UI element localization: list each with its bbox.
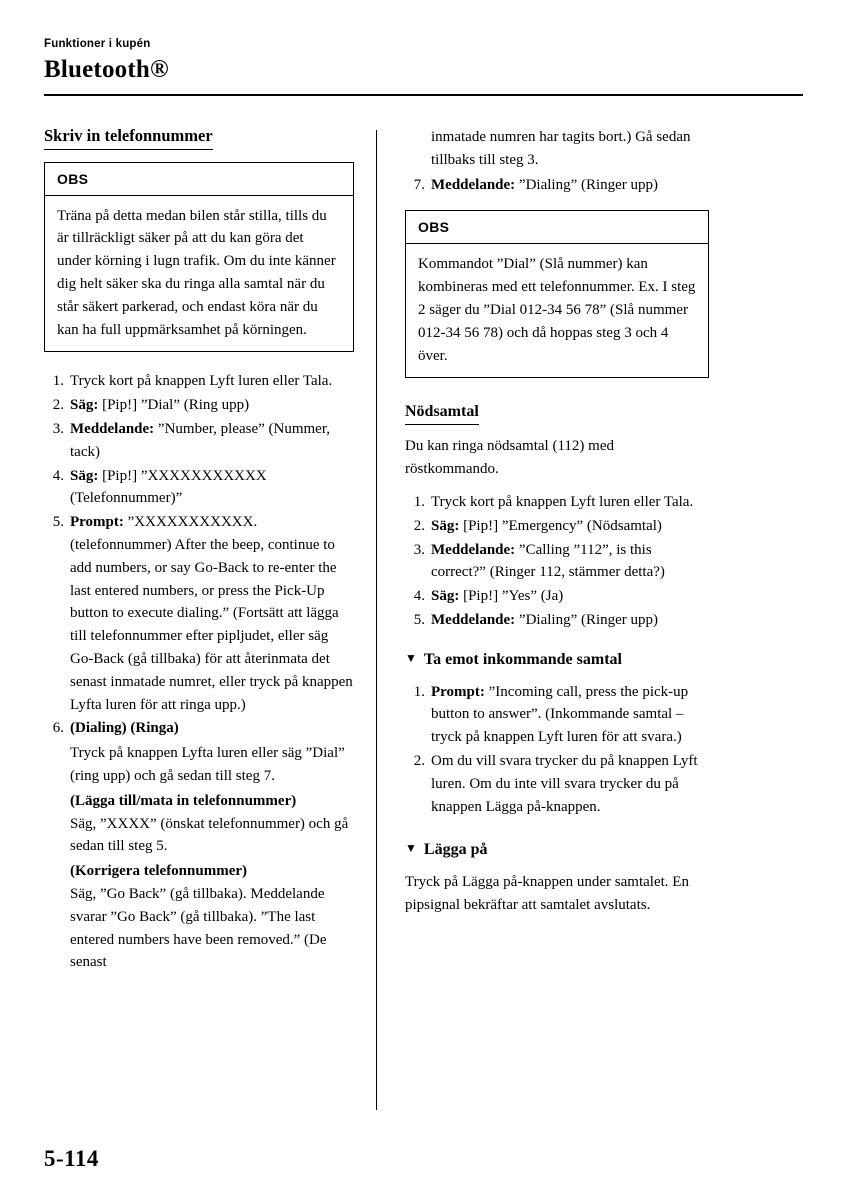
steps-enter-number [44, 370, 354, 974]
list-item [44, 418, 354, 464]
step-number: 6. [52, 720, 64, 737]
list-item [44, 511, 354, 716]
step-text: ”Calling ”112”, is this correct?” (Ringer 112, stämmer detta?) [431, 541, 665, 581]
note-box-dial-command [405, 210, 709, 378]
steps-enter-number-continued [405, 174, 709, 197]
list-item [405, 681, 709, 749]
step-label: Säg: [431, 588, 460, 605]
triangle-marker-icon: ▼ [405, 650, 417, 665]
step-label: Prompt: [431, 683, 485, 700]
step-text: [Pip!] ”Emergency” (Nödsamtal) [463, 517, 662, 534]
list-item [405, 585, 709, 608]
steps-emergency [405, 491, 709, 632]
list-item [405, 491, 709, 514]
continuation-text: inmatade numren har tagits bort.) Gå sedan tillbaks till steg 3. [431, 129, 691, 168]
list-item [405, 609, 709, 632]
step-text: ”Incoming call, press the pick-up button to answer”. (Inkommande samtal – tryck på knappen Lyft luren för att svara.) [431, 683, 689, 746]
list-item [405, 515, 709, 538]
step-text-block [70, 742, 354, 788]
note-text: Träna på detta medan bilen står stilla, tills du är tillräckligt säker på att du kan göra det under körning i lugn trafik. Om du inte känner dig helt säker ska du ringa alla samtal när du står säkert parkerad, och endast köra när du kan ha full uppmärksamhet på körningen. [57, 207, 336, 338]
step-text: [Pip!] ”Dial” (Ring upp) [102, 397, 250, 414]
list-item [44, 717, 354, 974]
step-number: 2. [52, 397, 64, 414]
step-number: 5. [413, 611, 425, 628]
step-text: ”Dialing” (Ringer upp) [518, 176, 659, 193]
list-item [405, 174, 709, 197]
step-label: Säg: [70, 397, 99, 414]
step-label: Meddelande: [431, 611, 516, 628]
emergency-intro: Du kan ringa nödsamtal (112) med röstkommando. [405, 438, 614, 478]
step-label: Prompt: [70, 514, 124, 531]
step-number: 3. [52, 421, 64, 437]
two-column-body [44, 126, 803, 1116]
step-number: 4. [413, 588, 425, 605]
list-item [44, 394, 354, 417]
note-box-practice [44, 162, 354, 353]
page-title: Bluetooth® [44, 56, 169, 83]
section-heading-emergency: Nödsamtal [405, 402, 479, 425]
sub-step-correct-number [70, 860, 354, 974]
step-text: ”Dialing” (Ringer upp) [518, 611, 659, 628]
steps-incoming-call [405, 681, 709, 819]
list-item [405, 539, 709, 585]
note-body [45, 196, 353, 352]
step-number: 7. [413, 176, 425, 193]
step-label: Meddelande: [70, 421, 155, 437]
page-header [44, 38, 803, 96]
step-label: Säg: [70, 467, 99, 484]
list-item [44, 465, 354, 511]
note-body [406, 244, 708, 377]
step-label: Meddelande: [431, 176, 516, 193]
step-label: Säg: [431, 517, 460, 534]
step-number: 1. [413, 683, 425, 700]
step-number: 1. [413, 493, 425, 510]
step-text: ”XXXXXXXXXXX. (telefonnummer) After the beep, continue to add numbers, or say Go-Back to re-enter the last entered numbers, or press the Pick-Up button to execute dialing.” (Fortsätt att lägga till telefonnummer efter pipljudet, eller säg Go-Back (gå tillbaka) för att återinmata det senast inmatade numret, eller tryck på knappen Lyfta luren för att ringa upp.) [70, 514, 353, 713]
step-text: [Pip!] ”XXXXXXXXXXX (Telefonnummer)” [70, 467, 267, 507]
step-text: [Pip!] ”Yes” (Ja) [463, 588, 564, 605]
sub-step-text: Säg, ”XXXX” (önskat telefonnummer) och gå sedan till steg 5. [70, 815, 349, 855]
sub-step-label: (Lägga till/mata in telefonnummer) [70, 792, 297, 809]
section-heading-incoming-call [405, 650, 709, 671]
step-number: 3. [413, 541, 425, 558]
note-text: Kommandot ”Dial” (Slå nummer) kan kombineras med ett telefonnummer. Ex. I steg 2 säger du ”Dial 012-34 56 78” (Slå nummer 012-34 56 78) och då hoppas steg 3 och 4 över. [418, 256, 696, 364]
sub-step-label: (Korrigera telefonnummer) [70, 863, 248, 880]
triangle-marker-icon: ▼ [405, 841, 417, 856]
header-divider [44, 94, 803, 96]
right-column [377, 126, 709, 1116]
list-item [44, 370, 354, 393]
step-number: 4. [52, 467, 64, 484]
step-label: (Dialing) (Ringa) [70, 720, 179, 737]
step-text: Tryck på knappen Lyfta luren eller säg ”Dial” (ring upp) och gå sedan till steg 7. [70, 745, 345, 784]
left-column [44, 126, 376, 1116]
step-number: 1. [52, 373, 64, 390]
section-heading-enter-number: Skriv in telefonnummer [44, 126, 213, 150]
note-title: OBS [406, 211, 708, 244]
heading-text: Lägga på [423, 841, 488, 859]
hang-up-text: Tryck på Lägga på-knappen under samtalet. En pipsignal bekräftar att samtalet avslutats. [405, 874, 689, 913]
step-text: ”Number, please” (Nummer, tack) [70, 421, 330, 460]
page-number: 5-114 [44, 1146, 99, 1171]
section-heading-hang-up [405, 840, 709, 861]
note-title: OBS [45, 163, 353, 196]
step-number: 2. [413, 752, 425, 769]
header-kicker: Funktioner i kupén [44, 38, 151, 50]
step-text: Tryck kort på knappen Lyft luren eller Tala. [70, 373, 333, 390]
heading-text: Ta emot inkommande samtal [423, 650, 622, 668]
step-text: Tryck kort på knappen Lyft luren eller Tala. [431, 493, 694, 510]
step-label: Meddelande: [431, 541, 516, 558]
sub-step-add-number [70, 790, 354, 858]
step-text: Om du vill svara trycker du på knappen Lyft luren. Om du inte vill svara trycker du på knappen Lägga på-knappen. [431, 752, 698, 815]
step-number: 5. [52, 514, 64, 531]
list-item [405, 750, 709, 818]
step-number: 2. [413, 517, 425, 534]
sub-step-text: Säg, ”Go Back” (gå tillbaka). Meddelande svarar ”Go Back” (gå tillbaka). ”The last entered numbers have been removed.” (De senast [70, 885, 327, 971]
